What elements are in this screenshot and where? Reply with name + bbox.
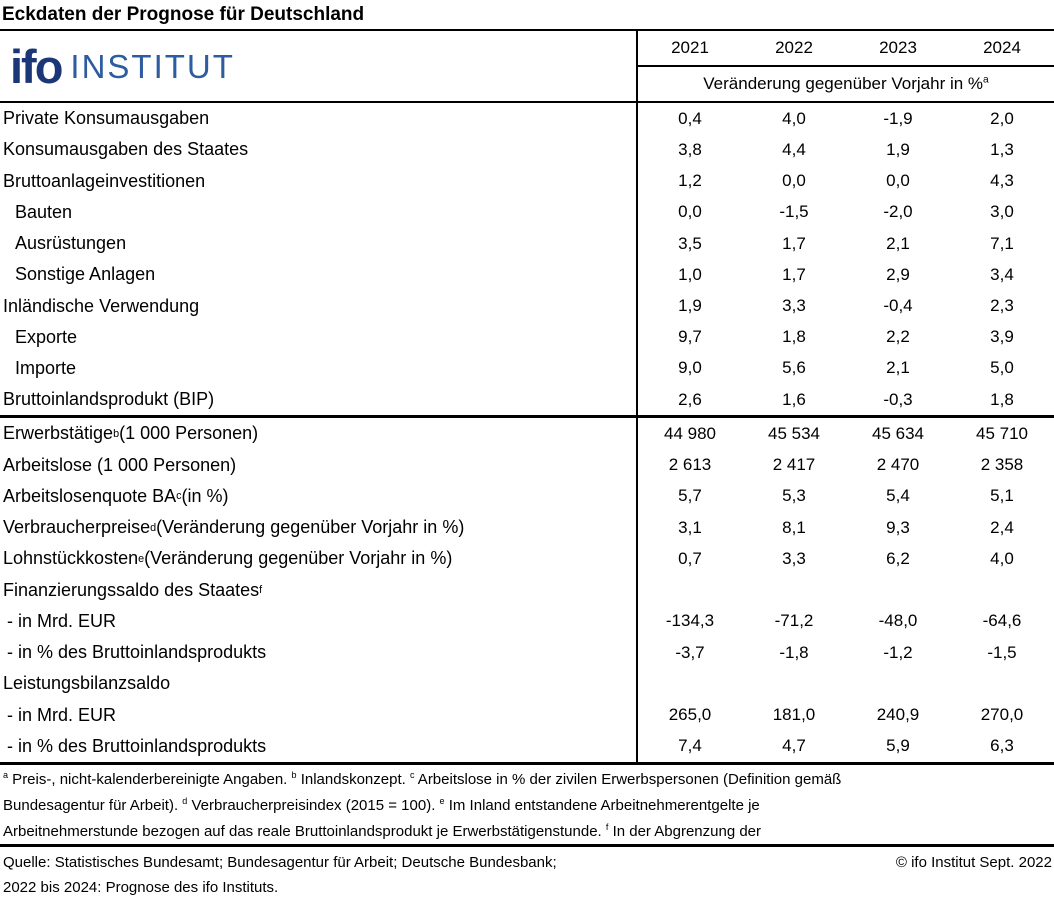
value-cell: 45 534	[768, 423, 820, 443]
table-row	[0, 353, 1054, 384]
footnote-marker: f	[605, 821, 609, 832]
value-cell: 240,9	[876, 705, 920, 725]
value-cell: 3,3	[782, 296, 806, 316]
value-cell: 3,1	[678, 517, 702, 537]
value-cell	[846, 668, 950, 699]
source-row	[3, 850, 1052, 875]
row-values	[636, 259, 1054, 290]
table-row	[0, 575, 1054, 606]
value-cell: 5,9	[886, 736, 910, 756]
source-text-line2: 2022 bis 2024: Prognose des ifo Instituts.	[3, 878, 279, 896]
value-cell: 1,8	[782, 327, 806, 347]
table-row	[0, 134, 1054, 165]
source-block	[0, 847, 1054, 900]
year-column-header: 2024	[983, 38, 1021, 57]
table-row	[0, 228, 1054, 259]
row-label: Ausrüstungen	[15, 233, 127, 254]
row-label: - in Mrd. EUR	[7, 704, 117, 725]
footnote-marker: e	[439, 795, 445, 806]
footnote-marker: c	[409, 769, 415, 780]
value-cell: 45 710	[976, 423, 1028, 443]
unit-header-label: Veränderung gegenüber Vorjahr in %$^a$	[703, 74, 989, 93]
value-cell: 2,0	[990, 108, 1014, 128]
value-cell: 0,0	[886, 171, 910, 191]
row-label: Bruttoinlandsprodukt (BIP)	[3, 389, 215, 410]
value-cell: 3,8	[678, 139, 702, 159]
value-cell: 3,0	[990, 202, 1014, 222]
row-label: Inländische Verwendung	[3, 295, 200, 316]
value-cell: 3,3	[782, 548, 806, 568]
value-cell	[638, 668, 742, 699]
value-cell: 3,9	[990, 327, 1014, 347]
value-cell: 2 613	[668, 455, 712, 475]
value-cell: 2,1	[886, 233, 910, 253]
value-cell: 1,3	[990, 139, 1014, 159]
table-row	[0, 543, 1054, 574]
value-cell: -134,3	[665, 611, 715, 631]
value-cell: -1,9	[883, 108, 913, 128]
row-label: - in % des Bruttoinlandsprodukts	[7, 735, 267, 756]
footnote-marker: a	[3, 769, 9, 780]
row-label: Finanzierungssaldo des Staates f	[3, 579, 263, 600]
value-cell: -71,2	[774, 611, 814, 631]
table-row	[0, 415, 1054, 449]
row-values	[636, 606, 1054, 637]
value-cell: 2,3	[990, 296, 1014, 316]
value-cell: -3,7	[675, 642, 705, 662]
row-label: Bruttoanlageinvestitionen	[3, 170, 206, 191]
value-cell: 9,0	[678, 358, 702, 378]
value-cell: 3,4	[990, 264, 1014, 284]
years-row	[638, 31, 1054, 67]
value-cell: -64,6	[982, 611, 1022, 631]
value-cell: 45 634	[872, 423, 924, 443]
table-row	[0, 606, 1054, 637]
table-row	[0, 668, 1054, 699]
value-cell: -1,5	[987, 642, 1017, 662]
value-cell: 265,0	[668, 705, 712, 725]
table-row	[0, 450, 1054, 481]
value-cell: 1,7	[782, 233, 806, 253]
footnote-marker: b	[291, 769, 297, 780]
footnotes	[0, 765, 1054, 847]
row-values	[636, 384, 1054, 415]
unit-header	[638, 67, 1054, 101]
value-cell: 5,6	[782, 358, 806, 378]
value-cell	[950, 575, 1054, 606]
row-label: Exporte	[15, 326, 78, 347]
value-cell: 2,4	[990, 517, 1014, 537]
row-values	[636, 228, 1054, 259]
value-cell: 0,4	[678, 108, 702, 128]
value-cell: 5,4	[886, 486, 910, 506]
value-cell: 5,0	[990, 358, 1014, 378]
value-cell	[950, 668, 1054, 699]
table-row	[0, 481, 1054, 512]
value-cell: 1,9	[678, 296, 702, 316]
row-values	[636, 450, 1054, 481]
table-row	[0, 384, 1054, 415]
value-cell: -1,8	[779, 642, 809, 662]
value-cell: 6,3	[990, 736, 1014, 756]
value-cell: 8,1	[782, 517, 806, 537]
value-cell: 2,6	[678, 389, 702, 409]
value-cell: 4,0	[990, 548, 1014, 568]
value-cell: 5,1	[990, 486, 1014, 506]
value-cell	[846, 575, 950, 606]
table-row	[0, 197, 1054, 228]
value-cell: 9,3	[886, 517, 910, 537]
value-cell: -1,2	[883, 642, 913, 662]
value-cell: 4,0	[782, 108, 806, 128]
value-cell: 2 358	[980, 455, 1024, 475]
value-cell: 0,7	[678, 548, 702, 568]
year-column-header: 2021	[671, 38, 709, 57]
value-cell: 0,0	[678, 202, 702, 222]
value-cell: 6,2	[886, 548, 910, 568]
row-label: Bauten	[15, 201, 73, 222]
footnote-line: Bundesagentur für Arbeit). $^d$ Verbraucherpreisindex (2015 = 100). $^e$ Im Inland entstandene Arbeitnehmerentgelte je	[3, 795, 760, 814]
row-label: Erwerbstätige b (1 000 Personen)	[3, 423, 259, 444]
year-column-header: 2023	[879, 38, 917, 57]
row-values	[636, 637, 1054, 668]
ifo-logo-mark: ifo	[10, 39, 62, 93]
row-values	[636, 418, 1054, 449]
year-column-header: 2022	[775, 38, 813, 57]
value-cell: 2 417	[772, 455, 816, 475]
value-cell: 44 980	[664, 423, 716, 443]
value-cell: 1,0	[678, 264, 702, 284]
source-text: Quelle: Statistisches Bundesamt; Bundesagentur für Arbeit; Deutsche Bundesbank;	[3, 853, 557, 871]
row-label: Private Konsumausgaben	[3, 108, 210, 129]
table-row	[0, 637, 1054, 668]
page-title: Eckdaten der Prognose für Deutschland	[0, 0, 1054, 31]
table-row	[0, 165, 1054, 196]
row-label: - in Mrd. EUR	[7, 610, 117, 631]
row-label: Importe	[15, 357, 77, 378]
row-values	[636, 103, 1054, 134]
row-values	[636, 668, 1054, 699]
value-cell: 7,1	[990, 233, 1014, 253]
row-values	[636, 512, 1054, 543]
value-cell	[742, 668, 846, 699]
value-cell: -1,5	[779, 202, 809, 222]
row-values	[636, 134, 1054, 165]
row-label: Lohnstückkosten e (Veränderung gegenüber Vorjahr in %)	[3, 548, 453, 569]
header-value-columns	[636, 31, 1054, 101]
value-cell: 2,1	[886, 358, 910, 378]
table-body	[0, 103, 1054, 765]
row-values	[636, 197, 1054, 228]
value-cell: 0,0	[782, 171, 806, 191]
table-row	[0, 290, 1054, 321]
row-label: Arbeitslosenquote BA c (in %)	[3, 485, 229, 506]
table-header	[0, 31, 1054, 103]
value-cell: 1,8	[990, 389, 1014, 409]
value-cell: 7,4	[678, 736, 702, 756]
unit-header-footnote-marker: a	[983, 74, 989, 86]
row-label: Arbeitslose (1 000 Personen)	[3, 454, 237, 475]
value-cell	[638, 575, 742, 606]
table-row	[0, 699, 1054, 730]
value-cell	[742, 575, 846, 606]
value-cell: 5,7	[678, 486, 702, 506]
footnote-line: $^a$ Preis-, nicht-kalenderbereinigte Angaben. $^b$ Inlandskonzept. $^c$ Arbeitslose in % der zivilen Erwerbspersonen (Definition gemäß	[3, 769, 842, 788]
table-row	[0, 512, 1054, 543]
row-label: Verbraucherpreise d (Veränderung gegenüber Vorjahr in %)	[3, 517, 465, 538]
value-cell: 1,6	[782, 389, 806, 409]
value-cell: 2 470	[876, 455, 920, 475]
value-cell: 9,7	[678, 327, 702, 347]
row-values	[636, 575, 1054, 606]
row-values	[636, 481, 1054, 512]
row-values	[636, 731, 1054, 762]
value-cell: 1,7	[782, 264, 806, 284]
row-label: Sonstige Anlagen	[15, 264, 156, 285]
footnote-line: Arbeitnehmerstunde bezogen auf das reale Bruttoinlandsprodukt je Erwerbstätigenstunde. $^f$ In der Abgrenzung der	[3, 821, 762, 840]
ifo-logo-wordmark: INSTITUT	[70, 47, 235, 85]
value-cell: -48,0	[878, 611, 918, 631]
value-cell: -0,4	[883, 296, 913, 316]
value-cell: -0,3	[883, 389, 913, 409]
value-cell: 4,3	[990, 171, 1014, 191]
value-cell: 4,4	[782, 139, 806, 159]
row-label: Leistungsbilanzsaldo	[3, 673, 171, 694]
row-label: - in % des Bruttoinlandsprodukts	[7, 642, 267, 663]
table-row	[0, 322, 1054, 353]
value-cell: 3,5	[678, 233, 702, 253]
row-values	[636, 543, 1054, 574]
value-cell: 181,0	[772, 705, 816, 725]
value-cell: -2,0	[883, 202, 913, 222]
value-cell: 4,7	[782, 736, 806, 756]
row-values	[636, 322, 1054, 353]
value-cell: 5,3	[782, 486, 806, 506]
value-cell: 2,9	[886, 264, 910, 284]
table-row	[0, 731, 1054, 762]
value-cell: 1,2	[678, 171, 702, 191]
table-row	[0, 259, 1054, 290]
value-cell: 2,2	[886, 327, 910, 347]
ifo-logo	[0, 31, 636, 101]
row-values	[636, 699, 1054, 730]
value-cell: 1,9	[886, 139, 910, 159]
copyright-text: © ifo Institut Sept. 2022	[895, 853, 1052, 871]
row-values	[636, 353, 1054, 384]
row-label: Konsumausgaben des Staates	[3, 139, 249, 160]
table-row	[0, 103, 1054, 134]
row-values	[636, 165, 1054, 196]
value-cell: 270,0	[980, 705, 1024, 725]
footnote-marker: d	[182, 795, 188, 806]
row-values	[636, 290, 1054, 321]
